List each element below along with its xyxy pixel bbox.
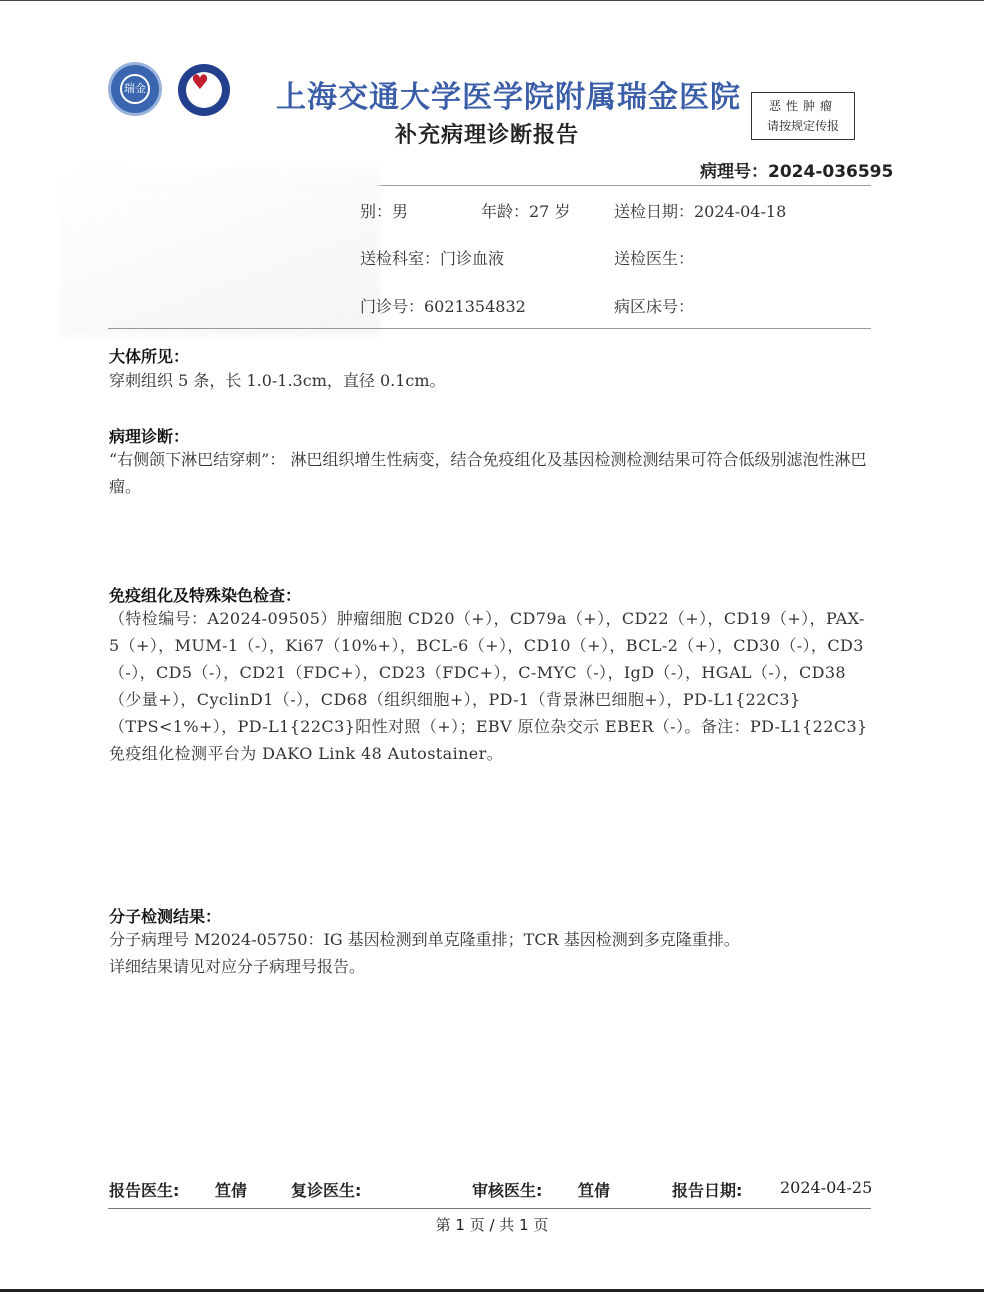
info-divider <box>108 328 871 329</box>
ihc-heading: 免疫组化及特殊染色检查： <box>109 586 302 605</box>
report-doctor-name: 笪倩 <box>215 1181 248 1200</box>
submitting-department: 送检科室：门诊血液 <box>360 249 505 268</box>
ward-bed-number: 病区床号： <box>614 297 695 316</box>
diagnosis-text: “右侧颌下淋巴结穿刺”： 淋巴组织增生性病变，结合免疫组化及基因检测检测结果可符合低级别滤泡性淋巴瘤。 <box>109 450 867 496</box>
audit-doctor-label: 审核医生: <box>472 1181 543 1200</box>
malignant-tumor-stamp <box>751 92 855 140</box>
report-date: 2024-04-25 <box>780 1178 873 1197</box>
page-indicator: 第 1 页 / 共 1 页 <box>435 1216 549 1234</box>
heart-icon: ♥ <box>191 70 209 94</box>
molecular-heading: 分子检测结果： <box>109 907 222 926</box>
hospital-name: 上海交通大学医学院附属瑞金医院 <box>276 80 741 115</box>
diagnosis-heading: 病理诊断： <box>109 427 190 446</box>
patient-age: 年龄：27 岁 <box>481 202 571 221</box>
outpatient-number: 门诊号：6021354832 <box>360 297 526 316</box>
ihc-text: （特检编号：A2024-09505）肿瘤细胞 CD20（+），CD79a（+），CD22（+），CD19（+），PAX-5（+），MUM-1（-），Ki67（10%+），BCL-6（+），CD10（+），BCL-2（+），CD30（-），CD3（-），CD5（-），CD21（FDC+），CD23（FDC+），C-MYC（-），IgD（-），HGAL（-），CD38（少量+），CyclinD1（-），CD68（组织细胞+），PD-1（背景淋巴细胞+），PD-L1{22C3}（TPS<1%+），PD-L1{22C3}阳性对照（+）；EBV 原位杂交示 EBER（-）。备注：PD-L1{22C3}免疫组化检测平台为 DAKO Link 48 Autostainer。 <box>109 609 868 763</box>
report-doctor-label: 报告医生: <box>109 1181 180 1200</box>
audit-doctor-name: 笪倩 <box>578 1181 611 1200</box>
report-title: 补充病理诊断报告 <box>395 123 580 148</box>
submitting-doctor: 送检医生： <box>614 249 695 268</box>
stamp-line-2: 请按规定传报 <box>766 119 839 133</box>
redacted-patient-area <box>60 168 380 336</box>
submit-date: 送检日期：2024-04-18 <box>614 202 787 221</box>
hospital-logo <box>178 64 230 116</box>
molecular-line-2: 详细结果请见对应分子病理号报告。 <box>109 957 366 976</box>
report-date-label: 报告日期: <box>672 1181 743 1200</box>
footer-divider <box>108 1208 871 1209</box>
molecular-line-1: 分子病理号 M2024-05750：IG 基因检测到单克隆重排；TCR 基因检测到多克隆重排。 <box>109 930 740 949</box>
top-border <box>0 0 984 1</box>
stamp-line-1: 恶性肿瘤 <box>768 99 837 113</box>
gross-text: 穿刺组织 5 条，长 1.0-1.3cm，直径 0.1cm。 <box>109 371 446 390</box>
review-doctor-label: 复诊医生: <box>291 1181 362 1200</box>
university-logo-emblem: 瑞金 <box>120 74 150 104</box>
pathology-number: 病理号：2024-036595 <box>700 162 894 182</box>
university-logo <box>108 62 162 116</box>
gross-heading: 大体所见： <box>109 347 190 366</box>
patient-gender: 别：男 <box>360 202 409 221</box>
